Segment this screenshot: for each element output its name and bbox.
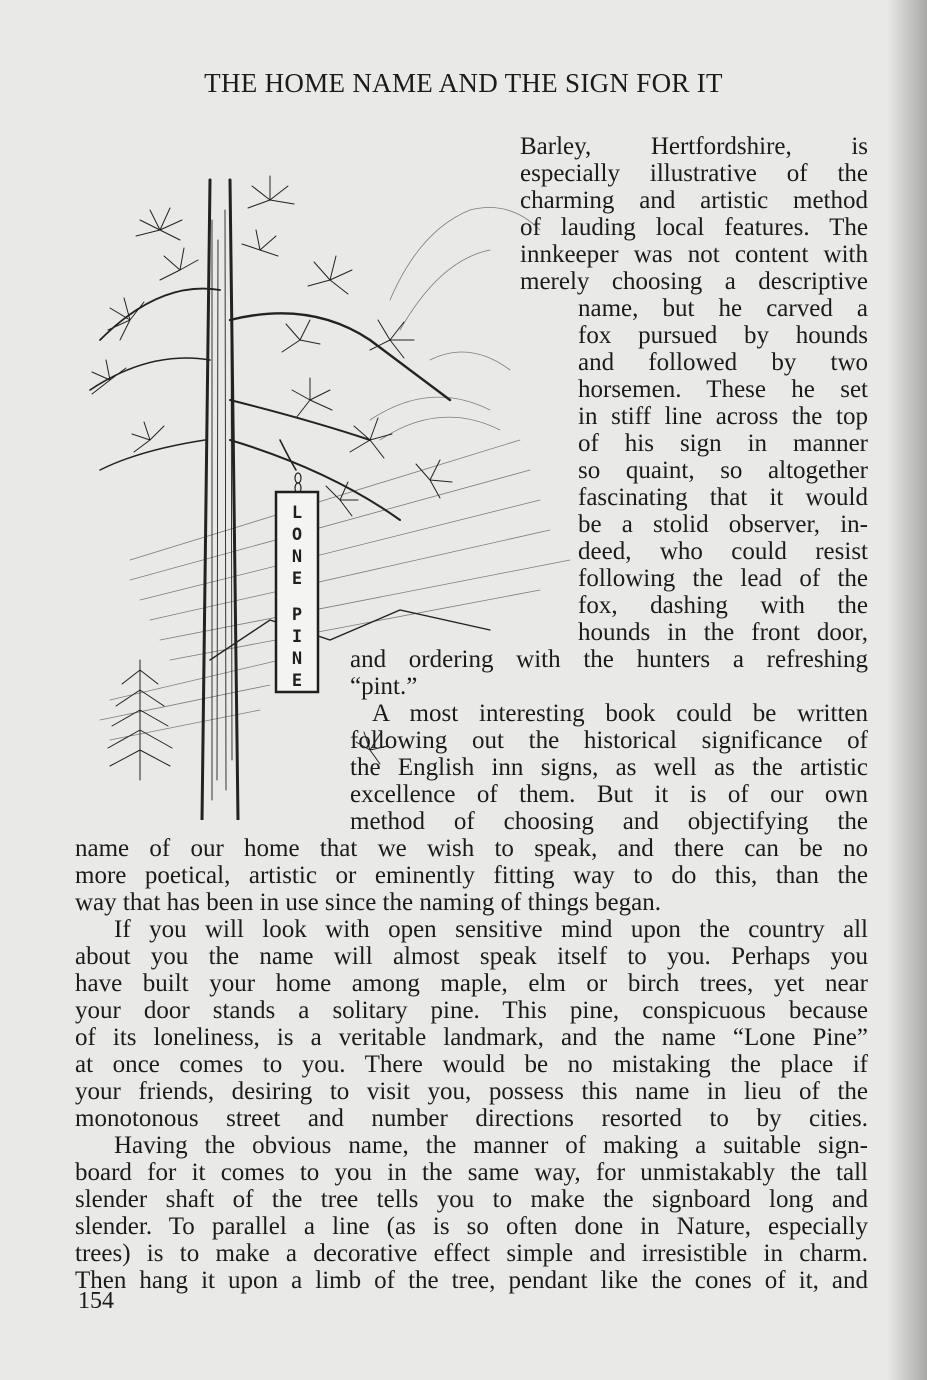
body-line: fox, dashing with the: [578, 592, 868, 619]
body-line: more poetical, artistic or eminently fitting way to do this, than the: [75, 862, 868, 889]
body-line: name, but he carved a: [578, 295, 868, 322]
body-line: A most interesting book could be written: [372, 700, 868, 727]
body-line: be a stolid observer, in-: [578, 511, 868, 538]
body-line: your friends, desiring to visit you, possess this name in lieu of the: [75, 1078, 868, 1105]
body-line: and followed by two: [578, 349, 868, 376]
sign-letter: N: [291, 649, 303, 669]
body-line: about you the name will almost speak itself to you. Perhaps you: [75, 943, 868, 970]
running-head-title: THE HOME NAME AND THE SIGN FOR IT: [204, 68, 723, 98]
body-line: name of our home that we wish to speak, and there can be no: [75, 835, 868, 862]
body-line: charming and artistic method: [520, 187, 868, 214]
body-line: of lauding local features. The: [520, 214, 868, 241]
body-line: Barley, Hertfordshire, is: [520, 133, 868, 160]
body-line: board for it comes to you in the same way, for unmistakably the tall: [75, 1159, 868, 1186]
page-number: 154: [78, 1288, 114, 1314]
body-line: at once comes to you. There would be no mistaking the place if: [75, 1051, 868, 1078]
sign-letter: O: [291, 525, 303, 545]
body-line: slender shaft of the tree tells you to make the signboard long and: [75, 1186, 868, 1213]
body-line: method of choosing and objectifying the: [350, 808, 868, 835]
sign-letter: I: [291, 627, 303, 647]
body-line: hounds in the front door,: [578, 619, 868, 646]
body-line: innkeeper was not content with: [520, 241, 868, 268]
body-line: merely choosing a descriptive: [520, 268, 868, 295]
page-gutter-shadow: [887, 0, 927, 1380]
body-line: “pint.”: [350, 673, 418, 700]
body-line: in stiff line across the top: [578, 403, 868, 430]
body-line: of its loneliness, is a veritable landmark, and the name “Lone Pine”: [75, 1024, 868, 1051]
body-line: and ordering with the hunters a refreshing: [350, 646, 868, 673]
sign-letter: P: [291, 605, 303, 625]
body-line: your door stands a solitary pine. This pine, conspicuous because: [75, 997, 868, 1024]
body-line: Then hang it upon a limb of the tree, pendant like the cones of it, and: [75, 1267, 868, 1294]
sign-letter: L: [291, 503, 303, 523]
body-line: Having the obvious name, the manner of making a suitable sign-: [114, 1132, 868, 1159]
body-line: deed, who could resist: [578, 538, 868, 565]
body-line: way that has been in use since the naming of things began.: [75, 889, 661, 916]
body-line: the English inn signs, as well as the artistic: [350, 754, 868, 781]
body-line: horsemen. These he set: [578, 376, 868, 403]
body-line: If you will look with open sensitive mind upon the country all: [114, 916, 868, 943]
body-line: so quaint, so altogether: [578, 457, 868, 484]
body-line: fox pursued by hounds: [578, 322, 868, 349]
sign-letter: N: [291, 547, 303, 567]
body-line: fascinating that it would: [578, 484, 868, 511]
sign-letter: E: [291, 569, 303, 589]
body-line: monotonous street and number directions resorted to by cities.: [75, 1105, 868, 1132]
body-line: excellence of them. But it is of our own: [350, 781, 868, 808]
body-line: following the lead of the: [578, 565, 868, 592]
body-line: slender. To parallel a line (as is so often done in Nature, especially: [75, 1213, 868, 1240]
body-line: of his sign in manner: [578, 430, 868, 457]
sign-letter: E: [291, 671, 303, 691]
body-line: especially illustrative of the: [520, 160, 868, 187]
body-line: trees) is to make a decorative effect simple and irresistible in charm.: [75, 1240, 868, 1267]
body-line: have built your home among maple, elm or birch trees, yet near: [75, 970, 868, 997]
body-line: following out the historical significance of: [350, 727, 868, 754]
